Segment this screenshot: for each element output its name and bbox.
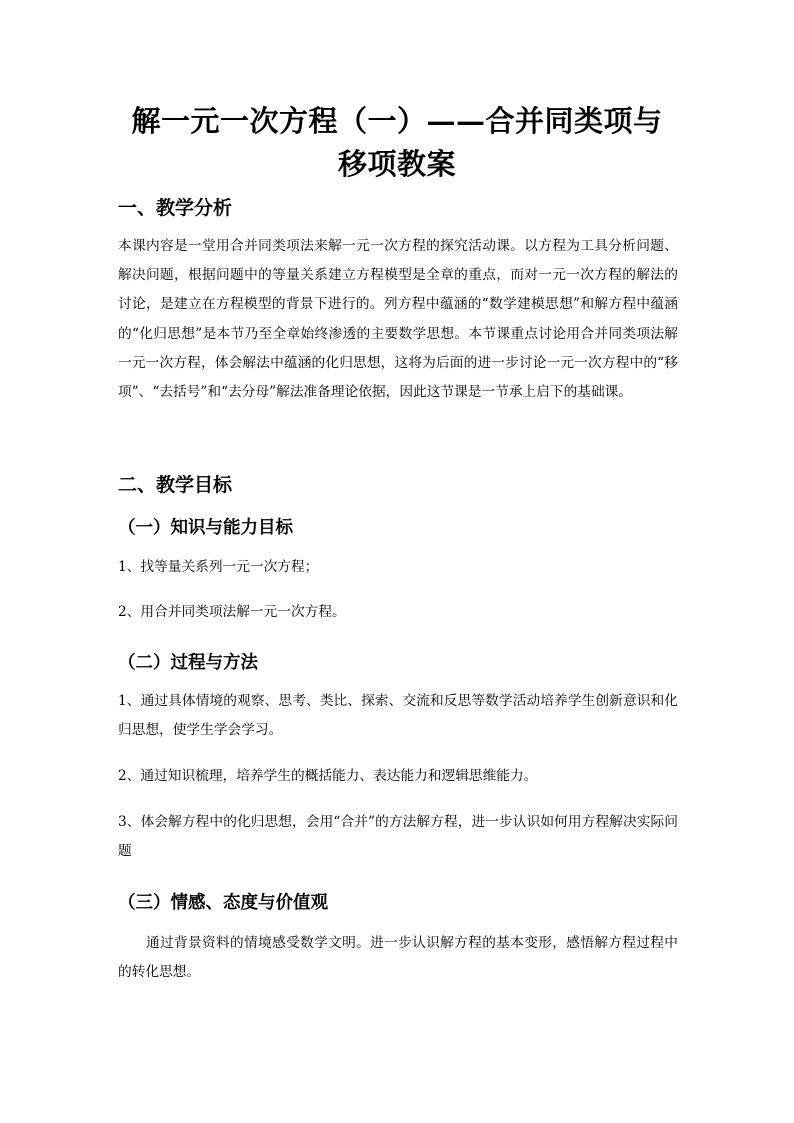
emotion-paragraph: 通过背景资料的情境感受数学文明。进一步认识解方程的基本变形，感悟解方程过程中的转化思想。: [118, 935, 678, 981]
process-item-2: 2、通过知识梳理，培养学生的概括能力、表达能力和逻辑思维能力。: [118, 768, 538, 784]
section-heading-objectives: 二、教学目标: [118, 474, 233, 496]
document-title-line-2: 移项教案: [337, 147, 456, 181]
document-title-line-1: 解一元一次方程（一）——合并同类项与: [131, 104, 663, 138]
section-heading-analysis: 一、教学分析: [118, 197, 233, 219]
subheading-knowledge-ability: （一）知识与能力目标: [118, 518, 293, 538]
subheading-process-method: （二）过程与方法: [118, 653, 258, 673]
analysis-paragraph: 本课内容是一堂用合并同类项法来解一元一次方程的探究活动课。以方程为工具分析问题、解决问题，根据问题中的等量关系建立方程模型是全章的重点，而对一元一次方程的解法的讨论，是建立在方程模型的背景下进行的。列方程中蕴涵的“数学建模思想”和解方程中蕴涵的“化归思想”是本节乃至全章始终渗透的主要数学思想。本节课重点讨论用合并同类项法解一元一次方程，体会解法中蕴涵的化归思想，这将为后面的进一步讨论一元一次方程中的“移项”、“去括号”和“去分母”解法准备理论依据，因此这节课是一节承上启下的基础课。: [118, 238, 678, 401]
process-item-3: 3、体会解方程中的化归思想，会用“合并”的方法解方程，进一步认识如何用方程解决实际问题: [118, 814, 678, 860]
knowledge-item-1: 1、找等量关系列一元一次方程；: [118, 559, 319, 575]
subheading-emotion-attitude-values: （三）情感、态度与价值观: [118, 893, 328, 913]
process-item-1: 1、通过具体情境的观察、思考、类比、探索、交流和反思等数学活动培养学生创新意识和化归思想，使学生学会学习。: [118, 693, 678, 739]
knowledge-item-2: 2、用合并同类项法解一元一次方程。: [118, 604, 346, 620]
